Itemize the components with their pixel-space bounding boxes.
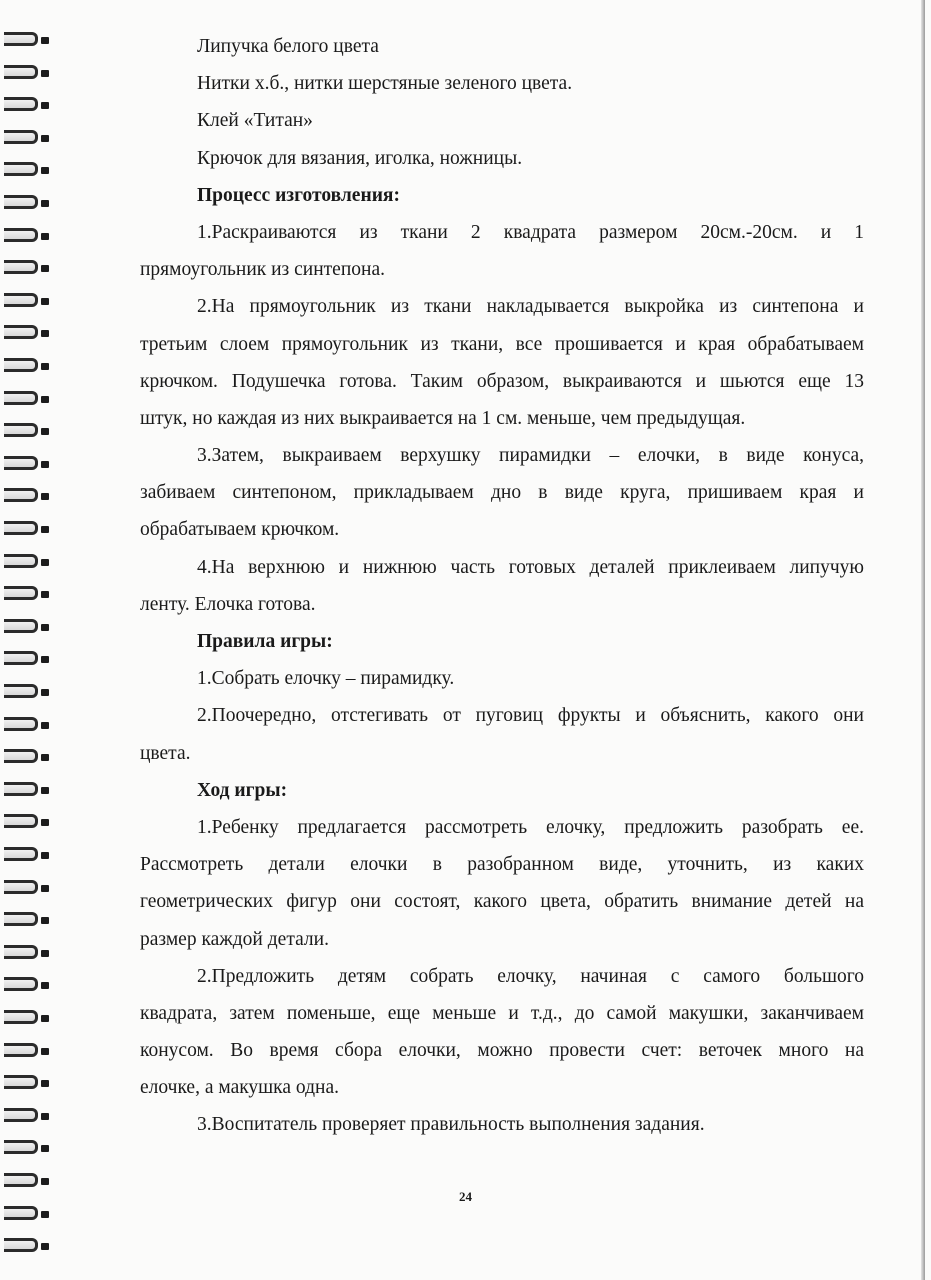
section-heading: Процесс изготовления: (197, 184, 400, 206)
text-line: 1.Ребенку предлагается рассмотреть елочку, предложить разобрать ее. (197, 816, 864, 838)
binding-ring (4, 358, 38, 372)
text-line: штук, но каждая из них выкраивается на 1 см. меньше, чем предыдущая. (140, 407, 746, 429)
page-number: 24 (459, 1189, 472, 1204)
binding-ring (4, 651, 38, 665)
text-line: конусом. Во время сбора елочки, можно провести счет: веточек много на (140, 1040, 864, 1062)
body-text (140, 28, 864, 1144)
binding-ring (4, 749, 38, 763)
binding-ring (4, 1140, 38, 1154)
binding-ring (4, 912, 38, 926)
text-line: 1.Раскраиваются из ткани 2 квадрата размером 20см.-20см. и 1 (197, 221, 864, 243)
binding-ring (4, 945, 38, 959)
text-line: цвета. (140, 742, 191, 764)
text-line: третьим слоем прямоугольник из ткани, все прошивается и края обрабатываем (140, 333, 864, 355)
binding-ring (4, 162, 38, 176)
page-edge (921, 0, 925, 1280)
binding-ring (4, 325, 38, 339)
binding-ring (4, 782, 38, 796)
binding-ring (4, 1043, 38, 1057)
binding-ring (4, 65, 38, 79)
text-line: обрабатываем крючком. (140, 519, 340, 541)
binding-ring (4, 1075, 38, 1089)
binding-ring (4, 32, 38, 46)
binding-ring (4, 391, 38, 405)
text-line: Клей «Титан» (197, 110, 313, 132)
binding-ring (4, 814, 38, 828)
text-line: елочке, а макушка одна. (140, 1077, 339, 1099)
binding-ring (4, 684, 38, 698)
text-line: 3.Воспитатель проверяет правильность выполнения задания. (197, 1114, 705, 1136)
text-line: Крючок для вязания, иголка, ножницы. (197, 147, 523, 169)
section-heading: Правила игры: (197, 631, 333, 652)
text-line: размер каждой детали. (140, 928, 329, 950)
binding-ring (4, 195, 38, 209)
binding-ring (4, 717, 38, 731)
binding-ring (4, 619, 38, 633)
binding-ring (4, 1238, 38, 1252)
text-line: крючком. Подушечка готова. Таким образом, выкраиваются и шьются еще 13 (140, 370, 864, 392)
binding-ring (4, 260, 38, 274)
binding-ring (4, 521, 38, 535)
text-line: Липучка белого цвета (197, 36, 379, 57)
binding-ring (4, 488, 38, 502)
binding-ring (4, 130, 38, 144)
binding-ring (4, 293, 38, 307)
binding-ring (4, 1108, 38, 1122)
binding-ring (4, 586, 38, 600)
text-line: 2.Предложить детям собрать елочку, начиная с самого большого (197, 965, 864, 987)
binding-ring (4, 97, 38, 111)
text-line: 3.Затем, выкраиваем верхушку пирамидки – елочки, в виде конуса, (197, 445, 864, 467)
text-line: геометрических фигур они состоят, какого цвета, обратить внимание детей на (140, 891, 864, 913)
binding-ring (4, 228, 38, 242)
text-line: 1.Собрать елочку – пирамидку. (197, 668, 455, 690)
binding-ring (4, 423, 38, 437)
text-line: Рассмотреть детали елочки в разобранном виде, уточнить, из каких (140, 854, 864, 876)
binding-ring (4, 847, 38, 861)
text-line: прямоугольник из синтепона. (140, 259, 385, 281)
text-line: Нитки х.б., нитки шерстяные зеленого цвета. (197, 73, 573, 95)
binding-ring (4, 456, 38, 470)
binding-ring (4, 1206, 38, 1220)
text-line: ленту. Елочка готова. (140, 593, 316, 615)
text-line: 2.Поочередно, отстегивать от пуговиц фрукты и объяснить, какого они (197, 705, 864, 727)
binding-ring (4, 1173, 38, 1187)
section-heading: Ход игры: (197, 779, 288, 801)
text-line: 2.На прямоугольник из ткани накладывается выкройка из синтепона и (197, 296, 864, 318)
binding-ring (4, 1010, 38, 1024)
binding-ring (4, 977, 38, 991)
text-line: квадрата, затем поменьше, еще меньше и т.д., до самой макушки, заканчиваем (140, 1002, 864, 1024)
text-line: 4.На верхнюю и нижнюю часть готовых деталей приклеиваем липучую (197, 556, 864, 578)
binding-ring (4, 880, 38, 894)
binding-ring (4, 554, 38, 568)
text-line: забиваем синтепоном, прикладываем дно в виде круга, пришиваем края и (140, 482, 864, 504)
spiral-binding (0, 0, 60, 1280)
